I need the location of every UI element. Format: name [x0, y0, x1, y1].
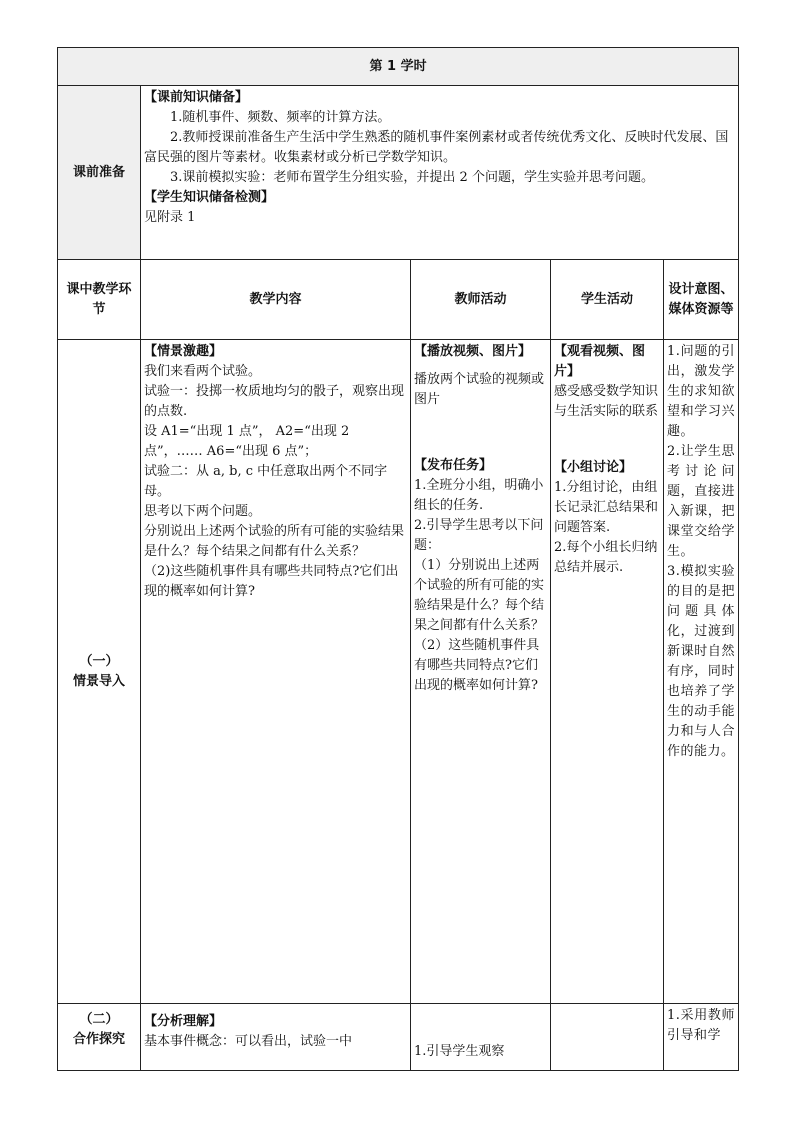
section1-label — [58, 340, 141, 1004]
prep-item-3: 3.课前模拟实验：老师布置学生分组实验，并提出 2 个问题，学生实验并思考问题。 — [170, 170, 654, 185]
prep-item-1: 1.随机事件、频数、频率的计算方法。 — [170, 110, 391, 125]
section2-content-text: 基本事件概念：可以看出，试验一中 — [144, 1034, 353, 1049]
teacher-video-text: 播放两个试验的视频或图片 — [414, 372, 545, 407]
section1-student — [551, 340, 664, 1004]
teacher-task-item: （2）这些随机事件具有哪些共同特点?它们出现的概率如何计算? — [414, 638, 540, 693]
section2-number: （二） — [79, 1012, 119, 1027]
section1-content-line: 我们来看两个试验。 — [144, 364, 262, 379]
teacher-task-item: 1.全班分小组，明确小组长的任务. — [414, 478, 544, 513]
header-design: 设计意图、媒体资源等 — [664, 260, 739, 340]
teacher-heading-video: 【播放视频、图片】 — [414, 344, 532, 359]
lesson-plan-table — [57, 47, 739, 1071]
student-discuss-item: 2.每个小组长归纳总结并展示. — [554, 540, 658, 575]
section1-content-line: （2)这些随机事件具有哪些共同特点?它们出现的概率如何计算? — [144, 564, 399, 599]
prep-appendix: 见附录 1 — [144, 210, 196, 225]
teacher-heading-task: 【发布任务】 — [414, 458, 493, 473]
section2-design: 1.采用教师引导和学 — [664, 1004, 739, 1071]
section2-content-heading: 【分析理解】 — [144, 1014, 223, 1029]
section1-name: 情景导入 — [72, 673, 125, 689]
section1-content-line: 思考以下两个问题。 — [144, 504, 262, 519]
header-stage: 课中教学环节 — [58, 260, 141, 340]
section1-content-line: 试验一：投掷一枚质地均匀的骰子，观察出现的点数. — [144, 384, 405, 419]
design-item: 2.让学生思考讨论问题，直接进入新课，把课堂交给学生。 — [667, 444, 736, 559]
student-video-text: 感受感受数学知识与生活实际的联系 — [554, 384, 659, 419]
prep-heading-check: 【学生知识储备检测】 — [144, 190, 275, 205]
teacher-task-item: 2.引导学生思考以下问题： — [414, 518, 544, 553]
header-student: 学生活动 — [551, 260, 664, 340]
section1-number: （一） — [79, 653, 119, 669]
section1-content-line: 分别说出上述两个试验的所有可能的实验结果是什么？每个结果之间都有什么关系？ — [144, 524, 405, 559]
section1-content-line: 设 A1=“出现 1 点”， A2=“出现 2 点”，…… A6=“出现 6 点”； — [144, 424, 350, 459]
teacher-task-item: （1）分别说出上述两个试验的所有可能的实验结果是什么？每个结果之间都有什么关系？ — [414, 558, 545, 633]
section2-label — [58, 1004, 141, 1071]
prep-content — [141, 86, 739, 260]
design-item: 1.问题的引出，激发学生的求知欲望和学习兴趣。 — [667, 344, 736, 439]
section1-content-heading: 【情景激趣】 — [144, 344, 223, 359]
header-teacher: 教师活动 — [411, 260, 551, 340]
prep-label: 课前准备 — [58, 86, 141, 260]
section1-teacher — [411, 340, 551, 1004]
section2-content — [141, 1004, 411, 1071]
student-heading-discuss: 【小组讨论】 — [554, 460, 633, 475]
section1-content-line: 试验二：从 a, b, c 中任意取出两个不同字母。 — [144, 464, 388, 499]
section2-student — [551, 1004, 664, 1071]
lesson-title: 第 1 学时 — [58, 48, 739, 86]
design-item: 3.模拟实验的目的是把问题具体化，过渡到新课时自然有序，同时也培养了学生的动手能力和与人合作的能力。 — [667, 564, 736, 759]
header-content: 教学内容 — [141, 260, 411, 340]
section2-teacher-text: 1.引导学生观察 — [414, 1044, 505, 1059]
section2-teacher — [411, 1004, 551, 1071]
prep-item-2: 2.教师授课前准备生产生活中学生熟悉的随机事件案例素材或者传统优秀文化、反映时代发展、国富民强的图片等素材。收集素材或分析已学数学知识。 — [144, 130, 729, 165]
prep-heading-knowledge: 【课前知识储备】 — [144, 90, 249, 105]
section1-content — [141, 340, 411, 1004]
section1-design — [664, 340, 739, 1004]
student-discuss-item: 1.分组讨论，由组长记录汇总结果和问题答案. — [554, 480, 659, 535]
section2-name: 合作探究 — [72, 1032, 125, 1047]
student-heading-video: 【观看视频、图片】 — [554, 344, 646, 379]
